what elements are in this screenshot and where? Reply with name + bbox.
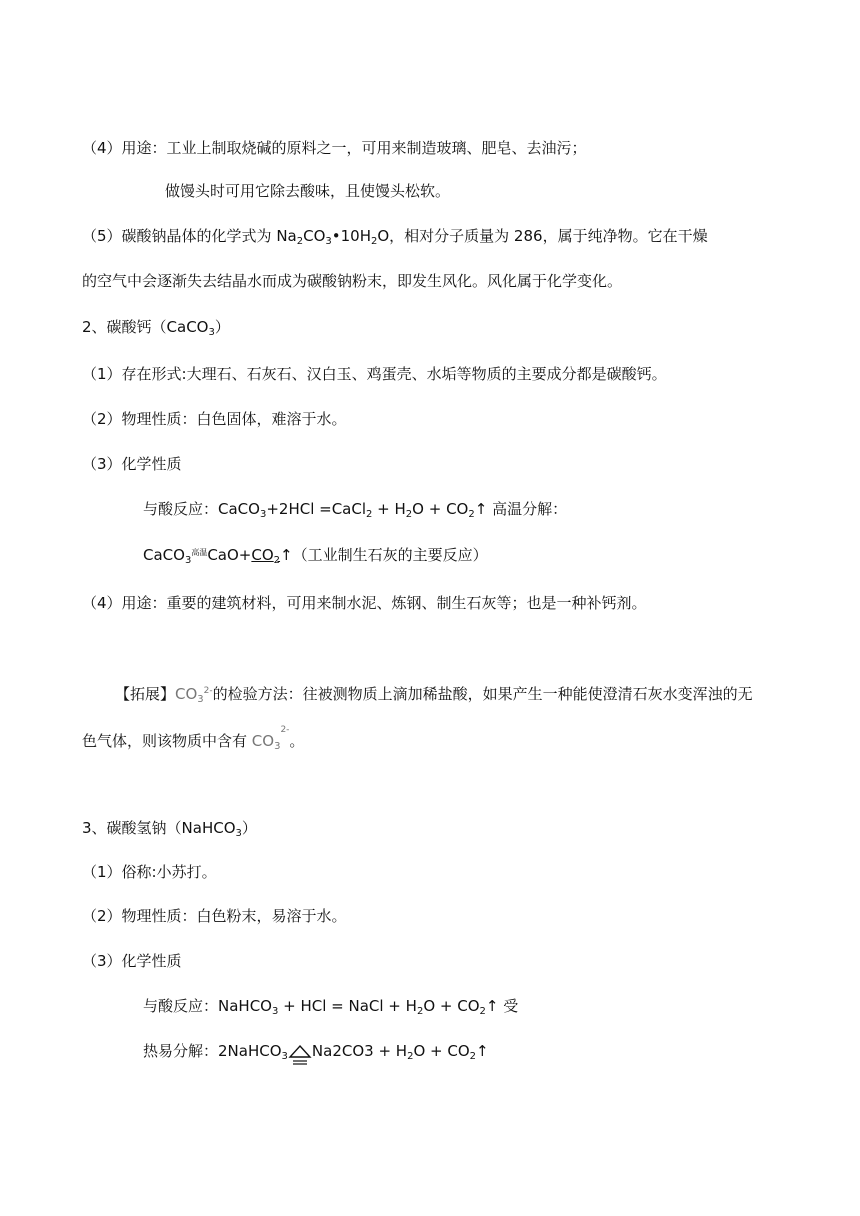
use-line-2: 做馒头时可用它除去酸味，且使馒头松软。 [165,182,451,200]
physical-property-line: （2）物理性质：白色固体，难溶于水。 [82,410,347,428]
extension-tag: 【拓展】 [115,685,176,703]
crystal-line: （5）碳酸钠晶体的化学式为 $Na_2CO_3•10H_2O$，相对分子质量为 286，属于纯净物。它在干燥 [82,227,708,247]
crystal-line-2: 的空气中会逐渐失去结晶水而成为碳酸钠粉末，即发生风化。风化属于化学变化。 [82,272,623,290]
physical-property-line-3: （2）物理性质：白色粉末，易溶于水。 [82,907,347,925]
use-label: （4）用途： [82,139,167,157]
co2-underlined: $CO_2$ [251,546,281,566]
alias-line: （1）俗称:小苏打。 [82,863,217,881]
use-line [82,138,587,158]
decomposition-line: $CaCO_3^{高温}CaO+CO_2↑$（工业制生石灰的主要反应） [143,546,488,566]
carbonate-ion-2: $CO_3^{2-}$ [251,725,290,752]
extension-line-2: 色气体，则该物质中含有 $CO_3^{2-}$。 [82,725,305,752]
heat-decomposition-line: 热易分解：2NaHCO$_3$ $Na2CO3 + H_2O$ + $CO_2↑$ [143,1042,489,1062]
acid-reaction-line: 与酸反应：CaCO$_3$+2HCl =CaCl$_2$ + $H_2O$ + $CO_2↑$ 高温分解： [143,500,568,520]
extension-line: 【拓展】$CO_3^{2-}$的检验方法：往被测物质上滴加稀盐酸，如果产生一种能使澄清石灰水变浑浊的无 [115,685,753,705]
use-line-caco3: （4）用途：重要的建筑材料，可用来制水泥、炼钢、制生石灰等；也是一种补钙剂。 [82,594,647,612]
section-2-title: 2、碳酸钙（CaCO$_3$） [82,318,230,338]
reaction-condition: 高温 [191,548,208,557]
chemical-property-title: （3）化学性质 [82,455,182,473]
acid-reaction-line-3: 与酸反应：NaHCO$_3$ + HCl = NaCl + $H_2O$ + $CO_2↑$ 受 [143,997,519,1017]
section-3-title: 3、碳酸氢钠（NaHCO$_3$） [82,819,257,839]
chemical-property-title-3: （3）化学性质 [82,952,182,970]
existence-line: （1）存在形式:大理石、石灰石、汉白玉、鸡蛋壳、水垢等物质的主要成分都是碳酸钙。 [82,365,667,383]
use-text: 工业上制取烧碱的原料之一，可用来制造玻璃、肥皂、去油污； [166,139,587,157]
heating-triangle-icon [288,1042,312,1062]
carbonate-ion: $CO_3^{2-}$ [175,685,213,705]
